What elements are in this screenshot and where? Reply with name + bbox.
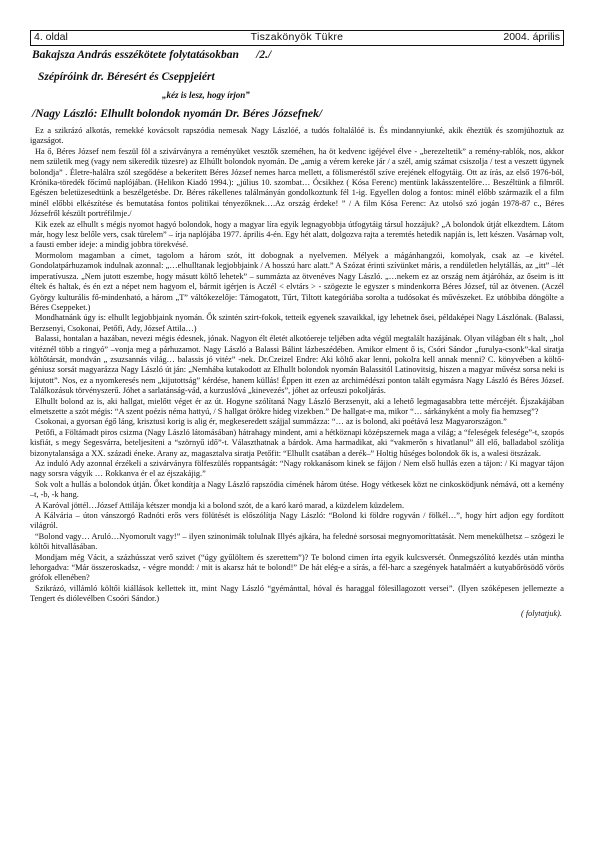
article-title: /Nagy László: Elhullt bolondok nyomán Dr. Béres Józsefnek/ [32,108,323,120]
paragraph: Csokonai, a gyorsan égő láng, krisztusi korig is alig ér, megkeseredett szájjal summázza: “… az is bolond, aki poétává lesz Magyarországon.” [35,417,507,427]
paragraph: Elhullt bolond az is, aki hallgat, mielőtt véget ér az út. Hogyne szólítaná Nagy László Berzsenyit, aki a lehető legmagasabbra tette mércéjét. Éjszakájában elmetszette a szót mégis: “A szent poézis néma hattyú, / S hallgat örökre hideg vizekben.” De hallgat-e ma, mikor “… sárkányként a moly fia hemzseg”? [30,396,564,416]
journal-title: Tiszakönyök Tükre [250,31,344,43]
continuation-note: ( folytatjuk). [520,608,562,618]
paragraph: Kik ezek az elhullt s mégis nyomot hagyó bolondok, hogy a magyar líra egyik legnagyobbja útfogytáig társul hozzájuk? „A bolondok útját elkezdtem. Látom már, hogy lesz belőle vers, csak türelem” – írja naplójába 1977. április 4-én. Egy hét alatt, dolgozva rajta a teremtés hetedik napján is, lett készen. Vasárnap volt, a fausti ember ideje: a mindig jobbra törekvésé. [30,219,564,250]
paragraph: Szikrázó, villámló költői kiállások kellettek itt, mint Nagy László “gyémánttal, hóval és haraggal fölesillagozott versei”. (Ilyen szóképesen jellemezte a Tengert és diólevélben Csoóri Sándor.) [30,583,564,604]
paragraph: A Karóval jöttél…József Attilája kétszer mondja ki a bolond szót, de a karó karó marad, a küzdelem küzdelem. [35,500,405,510]
section-heading: Szépíróink dr. Béresért és Cseppjeiért [38,71,215,83]
paragraph: Sok volt a hullás a bolondok útján. Őket kondítja a Nagy László rapszódia címének három ütése. Hogy vétkesek közt ne cinkosködjunk némává, ott a kemény –t, -b, -k hang. [30,479,564,500]
newsletter-page [30,30,564,618]
paragraph: A Kálvária – úton vánszorgó Radnóti erős vers fölütését is előszólítja Nagy László: “Bolond ki földre rogyván / fölkél…”, hogy hírt adjon egy fordított világról. [30,511,564,531]
motto: „kéz is lesz, hogy írjon” [162,90,250,100]
page-number: 4. oldal [34,31,68,43]
paragraph: Az induló Ady azonnal érzékeli a szivárványra fölfeszülés roppantságát: “Nagy rokkanásom kinek se fájjon / Nem első hullás ezen a tájon: / Ki magyar tájon nagy sorsra vágyik … Rokkanva ér el az éjszakájig.” [30,459,564,479]
issue-date: 2004. április [503,31,560,43]
paragraph: Ez a szikrázó alkotás, remekké kovácsolt rapszódia nemesak Nagy Lászlóé, a tudós foltalálóé is. És mindannyiunké, akik éheztük és szomjúhoztuk az igazságot. [30,126,564,146]
paragraph: Ha ő, Béres József nem feszül föl a szivárványra a reményüket vesztők szeméhen, ha öt kedvenc igéjével élve - „berezeltetik” a remény-rablók, nos, akkor nem születik meg (vagy nem sikeredik tüzesre) az Elhúllt bolondok nyomán. De „amig a vérem kereke jár / a szél, amig számat csiszolja / test a veszett ügynek bolondja” . Életre-halálra szól szegődése a bekerített Béres József nemes harca mellett, a fölismeréstől szíve erejének elfogytáig. Ott az írás, az első 1976-ból, Krónika-töredék főcímű naplójában. (Helikon Kiadó 1994.): „július 10. szombat… Ócsikhez ( Kósa Ferenc) mentünk lakásszentelőre… Beszéltünk a filmről. Egészen beletüzesedtünk a beszélgetésbe. Dr. Béres rákellenes találmányán gondolkoztunk fél 1-ig. Egyellen dolog a fontos: minél előbb származik el a film minél előbbi elkészítése és bemutatása fontos politikai tényezőknek….Az ország érdeke! ” / A film Kósa Ferenc: Az utolsó szó jogán 1978-87 c., Béres Józsefről készült portréfilmje./ [30,146,564,219]
page-header [30,30,564,46]
series-title: Bakajsza András esszékötete folytatásokban /2./ [32,49,272,61]
paragraph: Mormolom magamban a címet, tagolom a három szót, itt dobognak a nyelvemen. Mélyek a mágánhangzói, komolyak, csak az –e kivétel. Gondolatpárhuzamok indulnak azonnal: „…elhulltanak legjobbjaink / A hosszú harc alatt.” A Szózat érinti szívünket máris, a rendületlen helytállás, az „itt” –lét imperatívusza. „Nem jutott eszembe, hogy másutt költő lehetek” – summázta az ötvenéves Nagy László. „…nekem ez az ország nem átjáróház, az őseim is itt éltek és haltak, és én ezt a népet nem hagyom el, bármit igérjen is Aczél < elvtárs > - szögezte le egyszer s mindenkorra Béres József, túl az ötvenen. (Aczél György kulturális fő-mindenható, a három „T” váltókezelője: Támogatott, Tűrt, Tiltott kategóriába sorolta a tudósokat és művészeket. Ez utóbbiba döngölte a Béres Cseppeket.) [30,250,564,312]
paragraph: Balassi, hontalan a hazában, nevezi mégis édesnek, jónak. Nagyon élt életét alkotóereje teljében adta végül megtalált hazájának. Olyan világban élt s halt, „hol vitéznél több a ringyó” –vonja meg a párhuzamot. Nagy László a Balassi Bálint lázbeszédében. Amikor elment ő is, Csóri Sándor „furulya-csonk”-kal siratja költőtársát, mondván „ zsuzsannás világ… balassis jó vitéz” -nek. Dr.Czeizel Endre: Aki költő akar lenni, pokolra kell annak menni? C. könyvében a költő-géniusz sorsát magyarázza Nagy László út ján: „Nemhába kutakodott az Elhullt bolondok nyomán Balassitól Latinovitsig, hiszen a magyar művész sorsa neki is kijutott”. Nos, ez a nyomkeresés nem „kijutottság” kérdése, hanem küllás! Éppen itt ezen az archimédészi ponton talált egymásra Nagy László és Béres József. Találkozásuk törvényszerű. Jóhet a sarlatánság-vád, a kurzuslóvá „kinevezés”, jóhet az orfeuszi pokoljárás. [30,334,564,396]
article-body [30,126,564,605]
paragraph: Petőfi, a Föltámadt piros csizma (Nagy László látomásában) hátrahagy mindent, ami a hétköznapi középszernek maga a világ; a “feleségek felesége”-t, szopós kisfiát, s megy Segesvárra, beteljesíteni a “szörnyű idő”-t. Választhatnak a bárdok. Ama harmadikat, aki “vakmerőn s hivatlanul” áll elő, balladabol szólítja bizonytalansága a XX. századi éneke. Arany az, magasztalva siratja Petőfit: “Elhullt csatában a derék–” Holtig hűséges bolondok ők is, a walesi ötszázak. [30,427,564,458]
paragraph: “Bolond vagy… Aruló…Nyomorult vagy!” – ilyen szinonimák tolulnak Illyés ajkára, ha felednė sorsosai megnyomoríttatását. Nem menekülhetsz – szögezi le költői hitvallásában. [30,531,564,552]
paragraph: Mondjam még Vácit, a százhússzat verő szivet (“úgy gyűlöltem és szerettem”)? Te bolond cimen írta egyik kulcsversét. Önmegszólító kezdés után mintha lehorgadva: “Már összeroskadsz, - végre mondd: / mit is akarsz hát te bolond!” De hát elég-e a sírás, a fél-harc a szegények hatalmáért a kutyabőrösödő vörös grófok ellenében? [30,552,564,583]
paragraph: Mondhatnánk úgy is: elhullt legjobbjaink nyomán. Ők szintén szirt-fokok, tetteik egyenek szavaikkal, igy lehetnek ősei, példaképei Nagy Lászlónak. (Balassi, Berzsenyi, Csokonai, Petőfi, Ady, József Attila…) [30,313,564,333]
